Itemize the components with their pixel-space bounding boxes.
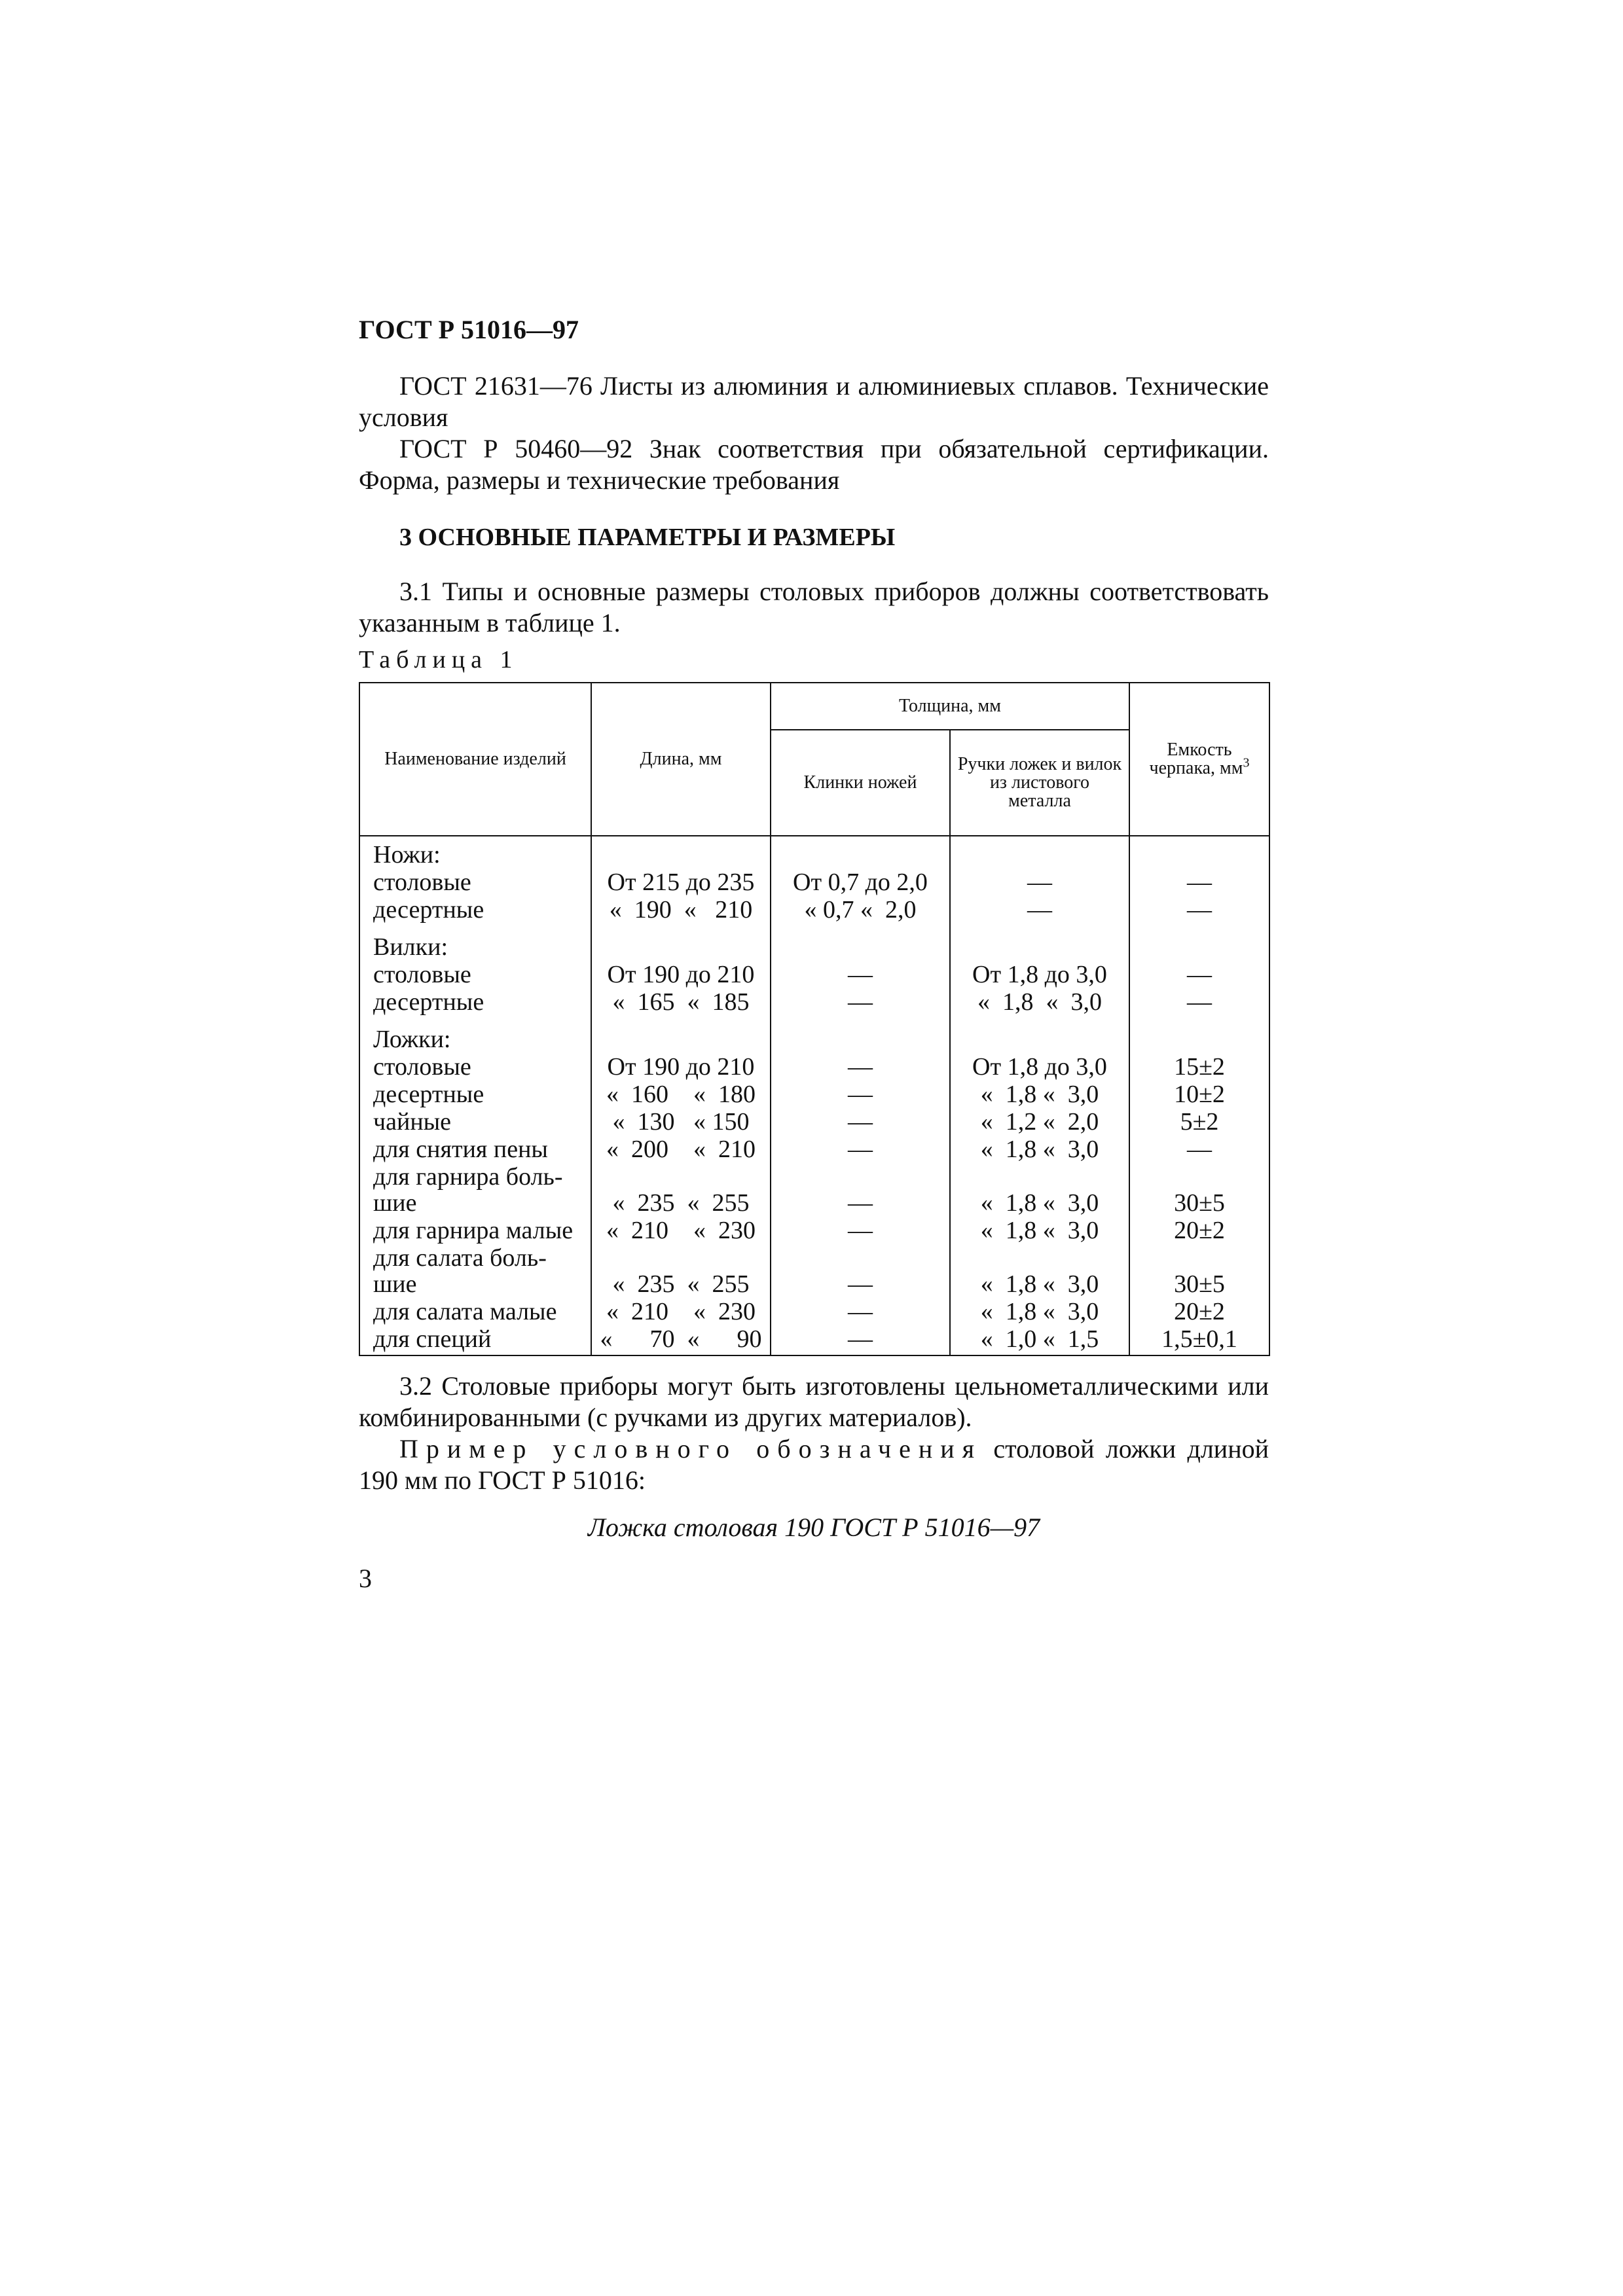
example-designation: Ложка столовая 190 ГОСТ Р 51016—97: [587, 1513, 1040, 1542]
cell-capacity: 20±2: [1129, 1298, 1269, 1325]
example-paragraph: [359, 1433, 1269, 1496]
cell-capacity: 5±2: [1129, 1108, 1269, 1136]
cell-blade-thickness: —: [771, 1298, 950, 1325]
cell-handle-thickness: « 1,8 « 3,0: [950, 1136, 1129, 1163]
cell-blade-thickness: —: [771, 961, 950, 988]
table-row: [359, 1053, 1269, 1081]
table-caption: Таблица 1: [359, 646, 519, 673]
cell-name: Ножи:: [359, 836, 591, 869]
cell-name: чайные: [359, 1108, 591, 1136]
dimensions-table: [359, 682, 1270, 1356]
cell-length: « 190 « 210: [591, 896, 771, 924]
cell-length: « 210 « 230: [591, 1217, 771, 1244]
cell-name: столовые: [359, 869, 591, 896]
cell-length: « 235 « 255: [591, 1163, 771, 1217]
cell-handle-thickness: « 1,8 « 3,0: [950, 988, 1129, 1016]
cell-capacity: 1,5±0,1: [1129, 1325, 1269, 1355]
table-row: [359, 1136, 1269, 1163]
cell-length: От 215 до 235: [591, 869, 771, 896]
cell-name: десертные: [359, 896, 591, 924]
cell-length: « 160 « 180: [591, 1081, 771, 1108]
table-row: [359, 896, 1269, 924]
cell-capacity: [1129, 924, 1269, 961]
header-capacity-text: Емкость черпака, мм: [1149, 740, 1243, 778]
cell-handle-thickness: « 1,2 « 2,0: [950, 1108, 1129, 1136]
document-page: [359, 314, 1269, 1594]
reference-gost-21631: ГОСТ 21631—76 Листы из алюминия и алюминиевых сплавов. Технические условия: [359, 371, 1269, 432]
header-blades: Клинки ножей: [771, 730, 950, 836]
table-body: [359, 836, 1269, 1355]
cell-handle-thickness: [950, 836, 1129, 869]
cell-name: десертные: [359, 988, 591, 1016]
cell-blade-thickness: —: [771, 1136, 950, 1163]
cell-handle-thickness: « 1,8 « 3,0: [950, 1298, 1129, 1325]
cell-name: столовые: [359, 1053, 591, 1081]
cell-blade-thickness: —: [771, 1081, 950, 1108]
cell-length: « 210 « 230: [591, 1298, 771, 1325]
cell-capacity: 30±5: [1129, 1163, 1269, 1217]
cell-length: « 70 « 90: [591, 1325, 771, 1355]
table-row: [359, 924, 1269, 961]
table-row: [359, 869, 1269, 896]
header-name: Наименование изделий: [359, 683, 591, 836]
cell-handle-thickness: [950, 1016, 1129, 1053]
cell-capacity: —: [1129, 988, 1269, 1016]
cell-capacity: 10±2: [1129, 1081, 1269, 1108]
cell-blade-thickness: —: [771, 1325, 950, 1355]
table-row: [359, 1163, 1269, 1217]
table-row: [359, 1244, 1269, 1298]
cell-blade-thickness: —: [771, 988, 950, 1016]
cell-name: для снятия пены: [359, 1136, 591, 1163]
doc-number-header: ГОСТ Р 51016—97: [359, 315, 579, 344]
cell-length: « 130 « 150: [591, 1108, 771, 1136]
header-thickness: Толщина, мм: [771, 683, 1129, 730]
cell-blade-thickness: [771, 924, 950, 961]
table-row: [359, 1081, 1269, 1108]
table-row: [359, 988, 1269, 1016]
header-length: Длина, мм: [591, 683, 771, 836]
cell-handle-thickness: « 1,8 « 3,0: [950, 1244, 1129, 1298]
table-row: [359, 1325, 1269, 1355]
cell-length: [591, 924, 771, 961]
cell-name: Вилки:: [359, 924, 591, 961]
cell-length: [591, 836, 771, 869]
cell-capacity: —: [1129, 961, 1269, 988]
cell-blade-thickness: —: [771, 1108, 950, 1136]
cell-name: для гарнира малые: [359, 1217, 591, 1244]
table-row: [359, 1217, 1269, 1244]
cell-handle-thickness: От 1,8 до 3,0: [950, 1053, 1129, 1081]
cell-length: « 200 « 210: [591, 1136, 771, 1163]
cell-name: Ложки:: [359, 1016, 591, 1053]
cell-handle-thickness: [950, 924, 1129, 961]
cell-name: для специй: [359, 1325, 591, 1355]
cell-handle-thickness: —: [950, 896, 1129, 924]
header-handles: Ручки ложек и вилок из листового металла: [950, 730, 1129, 836]
example-text: столовой ложки длиной 190 мм по ГОСТ Р 51016:: [359, 1434, 1269, 1495]
cell-blade-thickness: [771, 1016, 950, 1053]
cell-capacity: —: [1129, 896, 1269, 924]
cell-blade-thickness: —: [771, 1163, 950, 1217]
cell-capacity: —: [1129, 869, 1269, 896]
section-title: 3 ОСНОВНЫЕ ПАРАМЕТРЫ И РАЗМЕРЫ: [399, 524, 896, 551]
table-row: [359, 1298, 1269, 1325]
cell-length: « 165 « 185: [591, 988, 771, 1016]
cell-name: для гарнира боль- шие: [359, 1163, 591, 1217]
cell-handle-thickness: « 1,8 « 3,0: [950, 1163, 1129, 1217]
cell-handle-thickness: От 1,8 до 3,0: [950, 961, 1129, 988]
paragraph-3-1: 3.1 Типы и основные размеры столовых приборов должны соответствовать указанным в таблице 1.: [359, 577, 1269, 637]
cell-handle-thickness: « 1,8 « 3,0: [950, 1217, 1129, 1244]
cell-capacity: —: [1129, 1136, 1269, 1163]
cell-length: « 235 « 255: [591, 1244, 771, 1298]
cell-capacity: [1129, 1016, 1269, 1053]
table-row: [359, 1108, 1269, 1136]
page-number: 3: [359, 1564, 372, 1593]
paragraph-3-2: 3.2 Столовые приборы могут быть изготовлены цельнометаллическими или комбинированными (с ручками из других материалов).: [359, 1371, 1269, 1432]
header-capacity-sup: 3: [1243, 755, 1250, 770]
cell-blade-thickness: От 0,7 до 2,0: [771, 869, 950, 896]
cell-capacity: 20±2: [1129, 1217, 1269, 1244]
reference-gost-50460: ГОСТ Р 50460—92 Знак соответствия при обязательной сертификации. Форма, размеры и технические требования: [359, 434, 1269, 495]
cell-handle-thickness: « 1,8 « 3,0: [950, 1081, 1129, 1108]
cell-length: [591, 1016, 771, 1053]
cell-name: десертные: [359, 1081, 591, 1108]
cell-name: для салата боль- шие: [359, 1244, 591, 1298]
table-row: [359, 1016, 1269, 1053]
cell-handle-thickness: —: [950, 869, 1129, 896]
header-capacity: [1129, 683, 1269, 836]
cell-capacity: 30±5: [1129, 1244, 1269, 1298]
cell-handle-thickness: « 1,0 « 1,5: [950, 1325, 1129, 1355]
table-row: [359, 836, 1269, 869]
example-label: Пример условного обозначения: [399, 1434, 983, 1463]
cell-capacity: 15±2: [1129, 1053, 1269, 1081]
cell-capacity: [1129, 836, 1269, 869]
cell-length: От 190 до 210: [591, 961, 771, 988]
cell-blade-thickness: —: [771, 1217, 950, 1244]
cell-length: От 190 до 210: [591, 1053, 771, 1081]
cell-blade-thickness: [771, 836, 950, 869]
cell-name: столовые: [359, 961, 591, 988]
table-row: [359, 961, 1269, 988]
cell-name: для салата малые: [359, 1298, 591, 1325]
cell-blade-thickness: —: [771, 1053, 950, 1081]
cell-blade-thickness: « 0,7 « 2,0: [771, 896, 950, 924]
cell-blade-thickness: —: [771, 1244, 950, 1298]
